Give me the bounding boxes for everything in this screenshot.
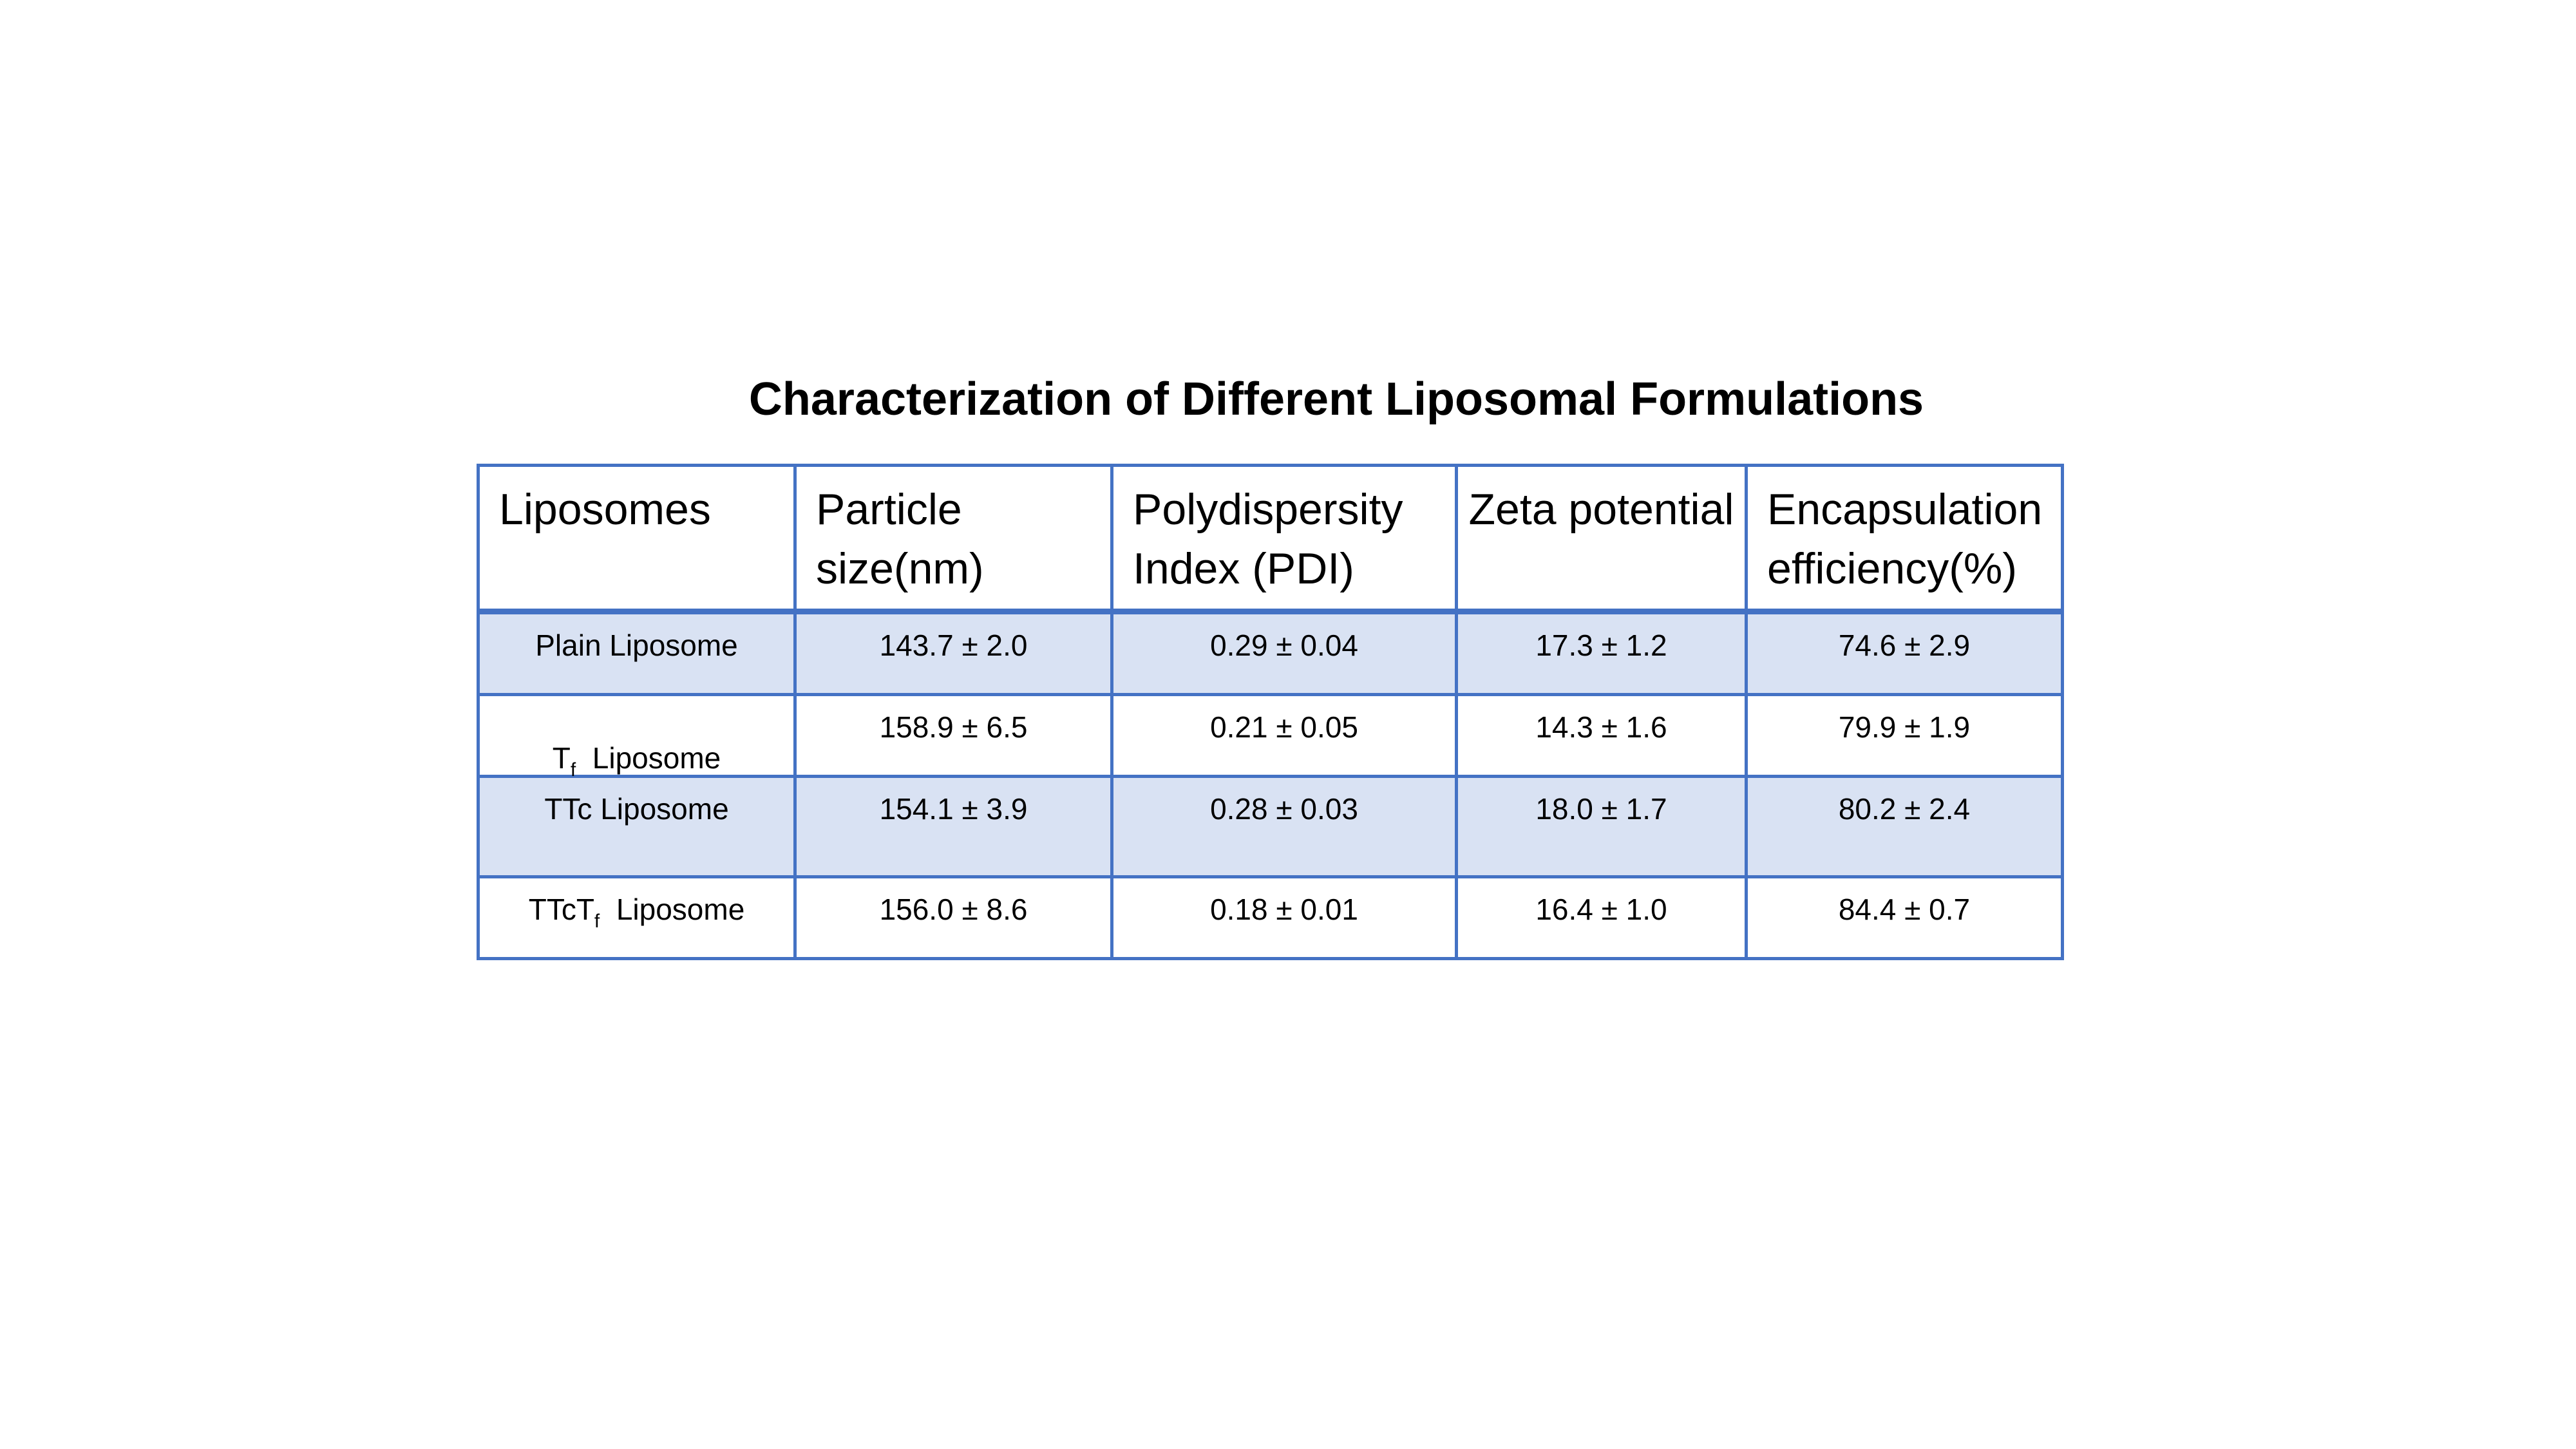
cell-zeta: 16.4 ± 1.0: [1457, 877, 1747, 959]
cell-liposome-name: TTc Liposome: [478, 777, 795, 877]
cell-zeta: 18.0 ± 1.7: [1457, 777, 1747, 877]
liposome-name-label: [528, 893, 745, 932]
header-zeta-potential: Zeta potential: [1457, 466, 1747, 612]
cell-encapsulation: 80.2 ± 2.4: [1747, 777, 2063, 877]
cell-particle-size: 154.1 ± 3.9: [795, 777, 1112, 877]
table-row: [478, 777, 2063, 877]
header-particle-size: Particle size(nm): [795, 466, 1112, 612]
name-subscript: f: [594, 911, 600, 932]
cell-liposome-name: [478, 877, 795, 959]
cell-encapsulation: 84.4 ± 0.7: [1747, 877, 2063, 959]
cell-encapsulation: 74.6 ± 2.9: [1747, 612, 2063, 695]
liposome-characterization-table: [477, 464, 2064, 960]
cell-zeta: 14.3 ± 1.6: [1457, 695, 1747, 777]
liposome-name-label: [552, 741, 721, 781]
table-row: [478, 612, 2063, 695]
cell-particle-size: 156.0 ± 8.6: [795, 877, 1112, 959]
header-encapsulation-efficiency: Encapsulation efficiency(%): [1747, 466, 2063, 612]
cell-pdi: 0.21 ± 0.05: [1112, 695, 1457, 777]
header-pdi: Polydispersity Index (PDI): [1112, 466, 1457, 612]
name-main: T: [552, 741, 571, 775]
name-subscript: f: [570, 759, 576, 781]
cell-encapsulation: 79.9 ± 1.9: [1747, 695, 2063, 777]
cell-liposome-name: Plain Liposome: [478, 612, 795, 695]
cell-pdi: 0.18 ± 0.01: [1112, 877, 1457, 959]
table-row: [478, 877, 2063, 959]
cell-zeta: 17.3 ± 1.2: [1457, 612, 1747, 695]
header-row: [478, 466, 2063, 612]
name-rest: Liposome: [616, 893, 745, 926]
table-title: Characterization of Different Liposomal Formulations: [748, 374, 1924, 425]
cell-liposome-name: [478, 695, 795, 781]
cell-particle-size: 158.9 ± 6.5: [795, 695, 1112, 777]
name-rest: Liposome: [592, 741, 721, 775]
table-row: [478, 695, 2063, 777]
name-main: TTcT: [528, 893, 594, 926]
cell-pdi: 0.29 ± 0.04: [1112, 612, 1457, 695]
header-liposomes: Liposomes: [478, 466, 795, 612]
cell-pdi: 0.28 ± 0.03: [1112, 777, 1457, 877]
cell-particle-size: 143.7 ± 2.0: [795, 612, 1112, 695]
